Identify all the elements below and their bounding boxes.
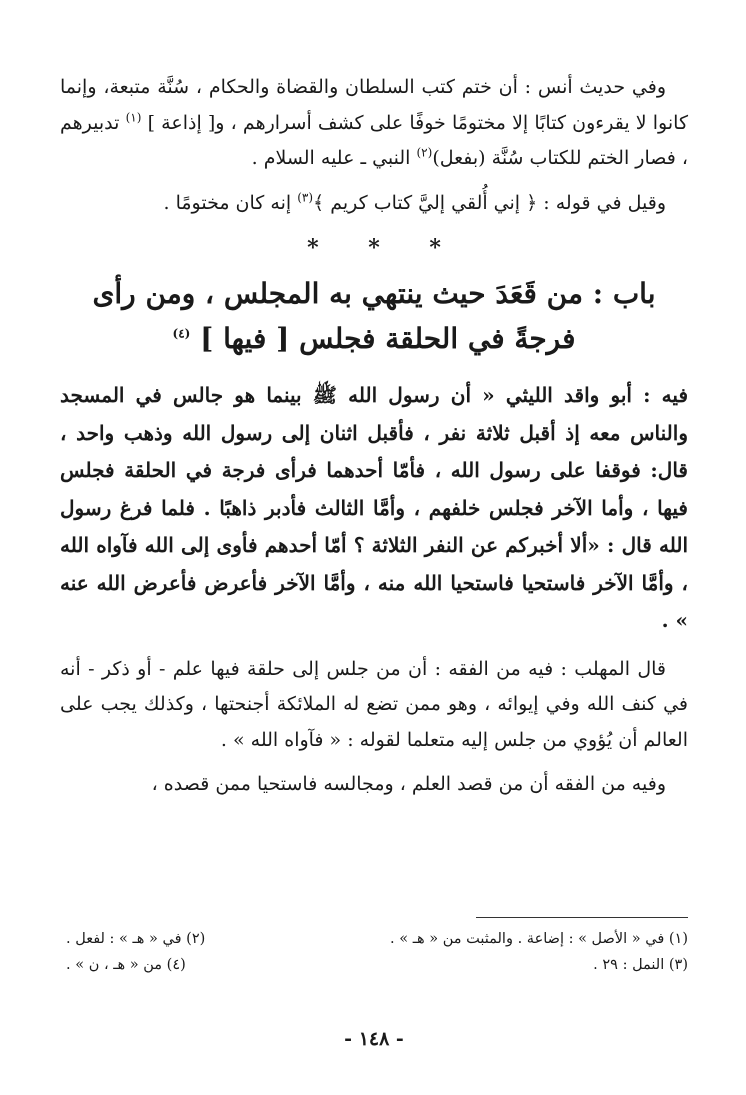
text-line: أسرارهم ، و[ إذاعة ] xyxy=(141,111,312,134)
text-line: تدبيرهم ، فصار الختم للكتاب سُنَّة xyxy=(60,111,688,169)
document-page xyxy=(60,70,688,1095)
text-line: وقيل في قوله : ﴿ إني أُلقي إليَّ كتاب كريم ﴾ xyxy=(313,191,666,214)
text-line: إنه كان مختومًا . xyxy=(163,191,298,214)
text-line: (بفعل) xyxy=(432,147,486,169)
paragraph-anas-hadith xyxy=(60,70,688,177)
commentary-paragraph: قال المهلب : فيه من الفقه : أن من جلس إلى حلقة فيها علم - أو ذكر - أنه في كنف الله وفي إيوائه ، وهو ممن تضع له الملائكة أجنحتها ، وكذلك يجب على العالم أن يُؤوي من جلس إليه متعلما لقوله : « فآواه الله » . xyxy=(60,657,688,751)
footnote: (١) في « الأصل » : إضاعة . والمثبت من « هـ » . xyxy=(390,931,688,947)
hadith-paragraph: فيه : أبو واقد الليثي « أن رسول الله ﷺ بينما هو جالس في المسجد والناس معه إذ أقبل ثلاثة نفر ، فأقبل اثنان إلى رسول الله وذهب واحد ، قال: فوقفا على رسول الله ، فأمّا أحدهما فرأى فرجة في الحلقة فجلس فيها ، وأما الآخر فجلس خلفهم ، وأمَّا الثالث فأدبر ذاهبًا . فلما فرغ رسول الله قال : «ألا أخبركم عن النفر الثلاثة ؟ أمّا أحدهم فأوى إلى الله فآواه الله ، وأمَّا الآخر فاستحيا فاستحيا الله منه ، وأمَّا الآخر فأعرض فأعرض الله عنه » . xyxy=(60,383,688,632)
page-number: - ١٤٨ - xyxy=(344,1028,404,1050)
footnote-divider xyxy=(476,917,688,918)
footnote: (٢) في « هـ » : لفعل . xyxy=(66,931,206,947)
chapter-heading-line: باب : من قَعَدَ حيث ينتهي به المجلس ، ومن رأى xyxy=(92,277,656,310)
footnote: (٤) من « هـ ، ن » . xyxy=(66,957,186,973)
footnote-row xyxy=(60,952,688,978)
footnote: (٣) النمل : ٢٩ . xyxy=(593,957,688,973)
commentary-paragraph: وفيه من الفقه أن من قصد العلم ، ومجالسه فاستحيا ممن قصده ، xyxy=(151,773,666,795)
text-line: النبي ـ عليه السلام . xyxy=(251,147,417,169)
footnote-ref: (١) xyxy=(125,110,142,125)
text-line: متبعة، وإنما كانوا لا يقرءون كتابًا إلا مختومًا خوفًا على كشف xyxy=(60,76,688,134)
text-line: وفي حديث أنس : أن ختم كتب السلطان والقضاة والحكام ، سُنَّة xyxy=(157,76,666,98)
footnote-ref: (٤) xyxy=(172,326,191,341)
footnote-row xyxy=(60,926,688,952)
section-separator: * * * xyxy=(307,235,441,261)
footnotes xyxy=(60,926,688,978)
chapter-heading xyxy=(60,271,688,361)
paragraph-quran-verse xyxy=(60,186,688,222)
chapter-heading-line: فرجةً في الحلقة فجلس [ فيها ] $^{(٤)}$ xyxy=(172,322,576,355)
footnote-ref: (٢) xyxy=(416,145,433,160)
footnote-ref: (٣) xyxy=(297,190,314,205)
